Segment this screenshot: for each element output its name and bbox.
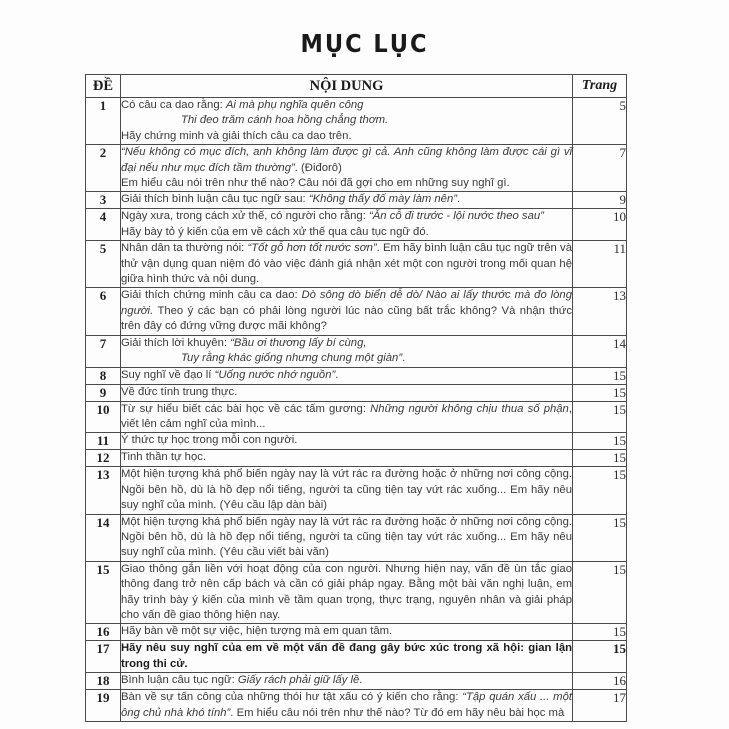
row-content-cell — [121, 673, 573, 690]
table-row — [86, 561, 627, 624]
row-content-cell — [121, 450, 573, 467]
content-text-tail: . — [359, 674, 363, 687]
content-quote: Những người không chịu thua số phận — [370, 402, 569, 415]
content-text-tail: . (Điđorô) — [294, 161, 342, 174]
row-content-cell — [121, 192, 573, 209]
row-number-cell: 2 — [86, 145, 121, 192]
content-text: Ngày xưa, trong cách xử thế, có người cho rằng: — [121, 210, 369, 223]
row-content-cell — [121, 401, 573, 433]
content-line — [121, 336, 572, 351]
table-row — [86, 288, 627, 335]
page-number-cell: 11 — [573, 241, 627, 288]
content-quote: “Bầu ơi thương lấy bí cùng, — [230, 336, 367, 349]
content-line — [121, 562, 572, 624]
content-line — [121, 145, 572, 176]
table-row — [86, 514, 627, 561]
content-line — [121, 209, 572, 224]
table-row — [86, 209, 627, 241]
page-title: MỤC LỤC — [300, 29, 429, 58]
content-line — [121, 467, 572, 513]
table-of-contents — [85, 74, 626, 722]
row-number-cell: 1 — [86, 98, 121, 145]
content-text: Em hiểu câu nói trên như thế nào? Câu nói đã gợi cho em những suy nghĩ gì. — [121, 177, 510, 190]
content-text: Một hiện tượng khá phổ biến ngày nay là vứt rác ra đường hoặc ở những nơi công cộng. Ngồi bên hồ, dù là hồ đẹp nổi tiếng, người ta cũng tiện tay vứt rác xuống... Em hãy nêu suy nghĩ của mình. (Yêu cầu viết bài văn) — [121, 515, 572, 559]
content-text: Hãy chứng minh và giải thích câu ca dao trên. — [121, 129, 352, 142]
row-number-cell: 16 — [86, 624, 121, 641]
row-content-cell — [121, 514, 573, 561]
content-text: Hãy bày tỏ ý kiến của em về cách xử thế qua câu tục ngữ đó. — [121, 225, 429, 238]
column-header-noidung: NỘI DUNG — [121, 75, 573, 98]
page-number-cell: 16 — [573, 673, 627, 690]
content-quote: “Uống nước nhớ nguồn” — [214, 368, 336, 381]
content-line — [121, 192, 572, 207]
page-number-cell: 10 — [573, 209, 627, 241]
page-number-cell: 15 — [573, 401, 627, 433]
content-quote: “Không thấy đố mày làm nên” — [308, 193, 458, 206]
content-text: Suy nghĩ về đạo lí — [121, 368, 215, 381]
content-line — [121, 690, 572, 721]
page-number-cell: 15 — [573, 433, 627, 450]
table-row — [86, 384, 627, 401]
content-text: Một hiện tượng khá phổ biến ngày nay là vứt rác ra đường hoặc ở những nơi công cộng. Ngồi bên hồ, dù là hồ đẹp nổi tiếng, người ta cũng tiện tay vứt rác xuống... Em hãy nêu suy nghĩ của mình. (Yêu cầu lập dàn bài) — [121, 468, 572, 512]
row-number-cell: 10 — [86, 401, 121, 433]
row-content-cell — [121, 98, 573, 145]
content-text: Về đức tính trung thực. — [121, 385, 238, 398]
page-number-cell: 15 — [573, 624, 627, 641]
content-quote: “Ăn cỗ đi trước - lội nước theo sau” — [369, 210, 544, 223]
row-content-cell — [121, 241, 573, 288]
content-line — [121, 225, 572, 240]
content-quote: Giấy rách phải giữ lấy lề — [237, 674, 360, 687]
content-text: Có câu ca dao rằng: — [121, 99, 226, 111]
content-text-tail: . — [402, 352, 406, 365]
row-content-cell — [121, 433, 573, 450]
content-text: Hãy nêu suy nghĩ của em về một vấn đề đang gây bức xúc trong xã hội: gian lận trong thi cử. — [121, 642, 572, 670]
row-content-cell — [121, 467, 573, 514]
page-number-cell: 15 — [573, 561, 627, 624]
content-line — [121, 641, 572, 672]
page-number-cell: 17 — [573, 690, 627, 722]
page-number-cell: 15 — [573, 467, 627, 514]
table-row — [86, 335, 627, 367]
content-line — [121, 450, 572, 465]
content-line — [121, 402, 572, 433]
row-content-cell — [121, 367, 573, 384]
content-line — [121, 241, 572, 287]
content-text: Từ sự hiểu biết các bài học về các tấm gương: — [121, 402, 371, 415]
table-row — [86, 673, 627, 690]
row-number-cell: 8 — [86, 367, 121, 384]
table-row — [86, 192, 627, 209]
content-text-tail: . Em hiểu câu nói trên như thế nào? Từ đó em hãy nêu bài học mà — [230, 706, 565, 719]
row-content-cell — [121, 690, 573, 722]
content-line — [121, 288, 572, 334]
content-line — [121, 624, 572, 639]
content-line — [121, 113, 572, 128]
table-row — [86, 433, 627, 450]
content-text: Giao thông gắn liền với hoạt động của con người. Nhưng hiện nay, vấn đề ùn tắc giao thông đang trở nên cấp bách và cần có giải pháp ngay. Bằng một bài văn nghị luận, em hãy trình bày ý kiến của mình về tầm quan trọng, thực trạng, nguyên nhân và giải pháp cho vấn đề giao thông hiện nay. — [121, 562, 572, 621]
content-quote: “Tốt gỗ hơn tốt nước sơn” — [247, 242, 377, 255]
content-text: Giải thích chứng minh câu ca dao: — [121, 289, 302, 302]
page-number-cell: 15 — [573, 514, 627, 561]
row-content-cell — [121, 641, 573, 673]
row-number-cell: 9 — [86, 384, 121, 401]
page-number-cell: 9 — [573, 192, 627, 209]
row-content-cell — [121, 335, 573, 367]
page-number-cell: 7 — [573, 145, 627, 192]
content-text-tail: Theo ý các bạn có phải lòng người lúc nào cũng bất trắc không? Và nhận thức trên đây có đứng vững được mãi không? — [121, 304, 572, 333]
content-line — [121, 385, 572, 400]
toc-body — [86, 98, 627, 722]
content-text: Tinh thần tự học. — [121, 451, 207, 464]
content-text: Nhân dân ta thường nói: — [121, 242, 248, 255]
content-quote: Tuy rằng khác giống nhưng chung một giàn” — [181, 352, 403, 365]
table-row — [86, 690, 627, 722]
content-quote: Dò sông dò biển dễ dò/ Nào ai lấy thước mà đo lòng người. — [121, 289, 572, 317]
table-row — [86, 98, 627, 145]
page-number-cell: 15 — [573, 641, 627, 673]
table-row — [86, 624, 627, 641]
content-quote: Thi đeo trăm cánh hoa hồng chẳng thơm. — [181, 114, 389, 127]
table-header-row — [86, 75, 627, 98]
row-number-cell: 5 — [86, 241, 121, 288]
column-header-trang: Trang — [573, 75, 627, 98]
content-line — [121, 98, 572, 113]
content-text: Ý thức tự học trong mỗi con người. — [121, 434, 298, 447]
content-line — [121, 351, 572, 366]
row-number-cell: 17 — [86, 641, 121, 673]
table-row — [86, 450, 627, 467]
row-content-cell — [121, 561, 573, 624]
content-quote: “Nếu không có mục đích, anh không làm được gì cả. Anh cũng không làm được cái gì vĩ đại nếu như mục đích tầm thường” — [121, 146, 572, 174]
row-number-cell: 12 — [86, 450, 121, 467]
row-number-cell: 11 — [86, 433, 121, 450]
column-header-de: ĐỀ — [86, 75, 121, 98]
page-number-cell: 15 — [573, 450, 627, 467]
content-line — [121, 176, 572, 191]
content-text: Giải thích lời khuyên: — [121, 336, 231, 349]
page-number-cell: 15 — [573, 384, 627, 401]
content-line — [121, 129, 572, 144]
content-line — [121, 673, 572, 688]
content-text-tail: . Em hãy bình luận câu tục ngữ trên và thử vận dụng quan niệm đó vào việc đánh giá nhận xét một con người trong mối quan hệ giữa hình thức và nội dung. — [121, 242, 572, 286]
content-line — [121, 368, 572, 383]
row-content-cell — [121, 209, 573, 241]
content-text-tail: , viết lên cảm nghĩ của mình... — [121, 402, 572, 430]
row-number-cell: 15 — [86, 561, 121, 624]
content-text: Bình luận câu tục ngữ: — [121, 674, 238, 687]
table-row — [86, 367, 627, 384]
table-row — [86, 241, 627, 288]
page-number-cell: 14 — [573, 335, 627, 367]
content-quote: “Tập quán xấu ... một ông chủ nhà khó tính” — [121, 691, 572, 719]
row-content-cell — [121, 384, 573, 401]
content-quote: Ai mà phụ nghĩa quên công — [225, 99, 364, 111]
row-number-cell: 3 — [86, 192, 121, 209]
content-text-tail: . — [335, 368, 339, 381]
table-row — [86, 401, 627, 433]
page-number-cell: 5 — [573, 98, 627, 145]
content-line — [121, 515, 572, 561]
row-number-cell: 6 — [86, 288, 121, 335]
row-content-cell — [121, 288, 573, 335]
content-text: Hãy bàn về một sự việc, hiện tượng mà em quan tâm. — [121, 625, 393, 638]
content-text-tail: . — [457, 193, 461, 206]
table-row — [86, 145, 627, 192]
content-text: Giải thích bình luận câu tục ngữ sau: — [121, 193, 309, 206]
row-content-cell — [121, 145, 573, 192]
page-number-cell: 15 — [573, 367, 627, 384]
row-number-cell: 19 — [86, 690, 121, 722]
row-number-cell: 14 — [86, 514, 121, 561]
content-line — [121, 433, 572, 448]
row-content-cell — [121, 624, 573, 641]
row-number-cell: 13 — [86, 467, 121, 514]
content-text: Bàn về sự tấn công của những thói hư tật xấu có ý kiến cho rằng: — [121, 691, 463, 704]
row-number-cell: 18 — [86, 673, 121, 690]
table-row — [86, 641, 627, 673]
row-number-cell: 7 — [86, 335, 121, 367]
toc-table — [85, 74, 627, 722]
table-row — [86, 467, 627, 514]
row-number-cell: 4 — [86, 209, 121, 241]
page-number-cell: 13 — [573, 288, 627, 335]
